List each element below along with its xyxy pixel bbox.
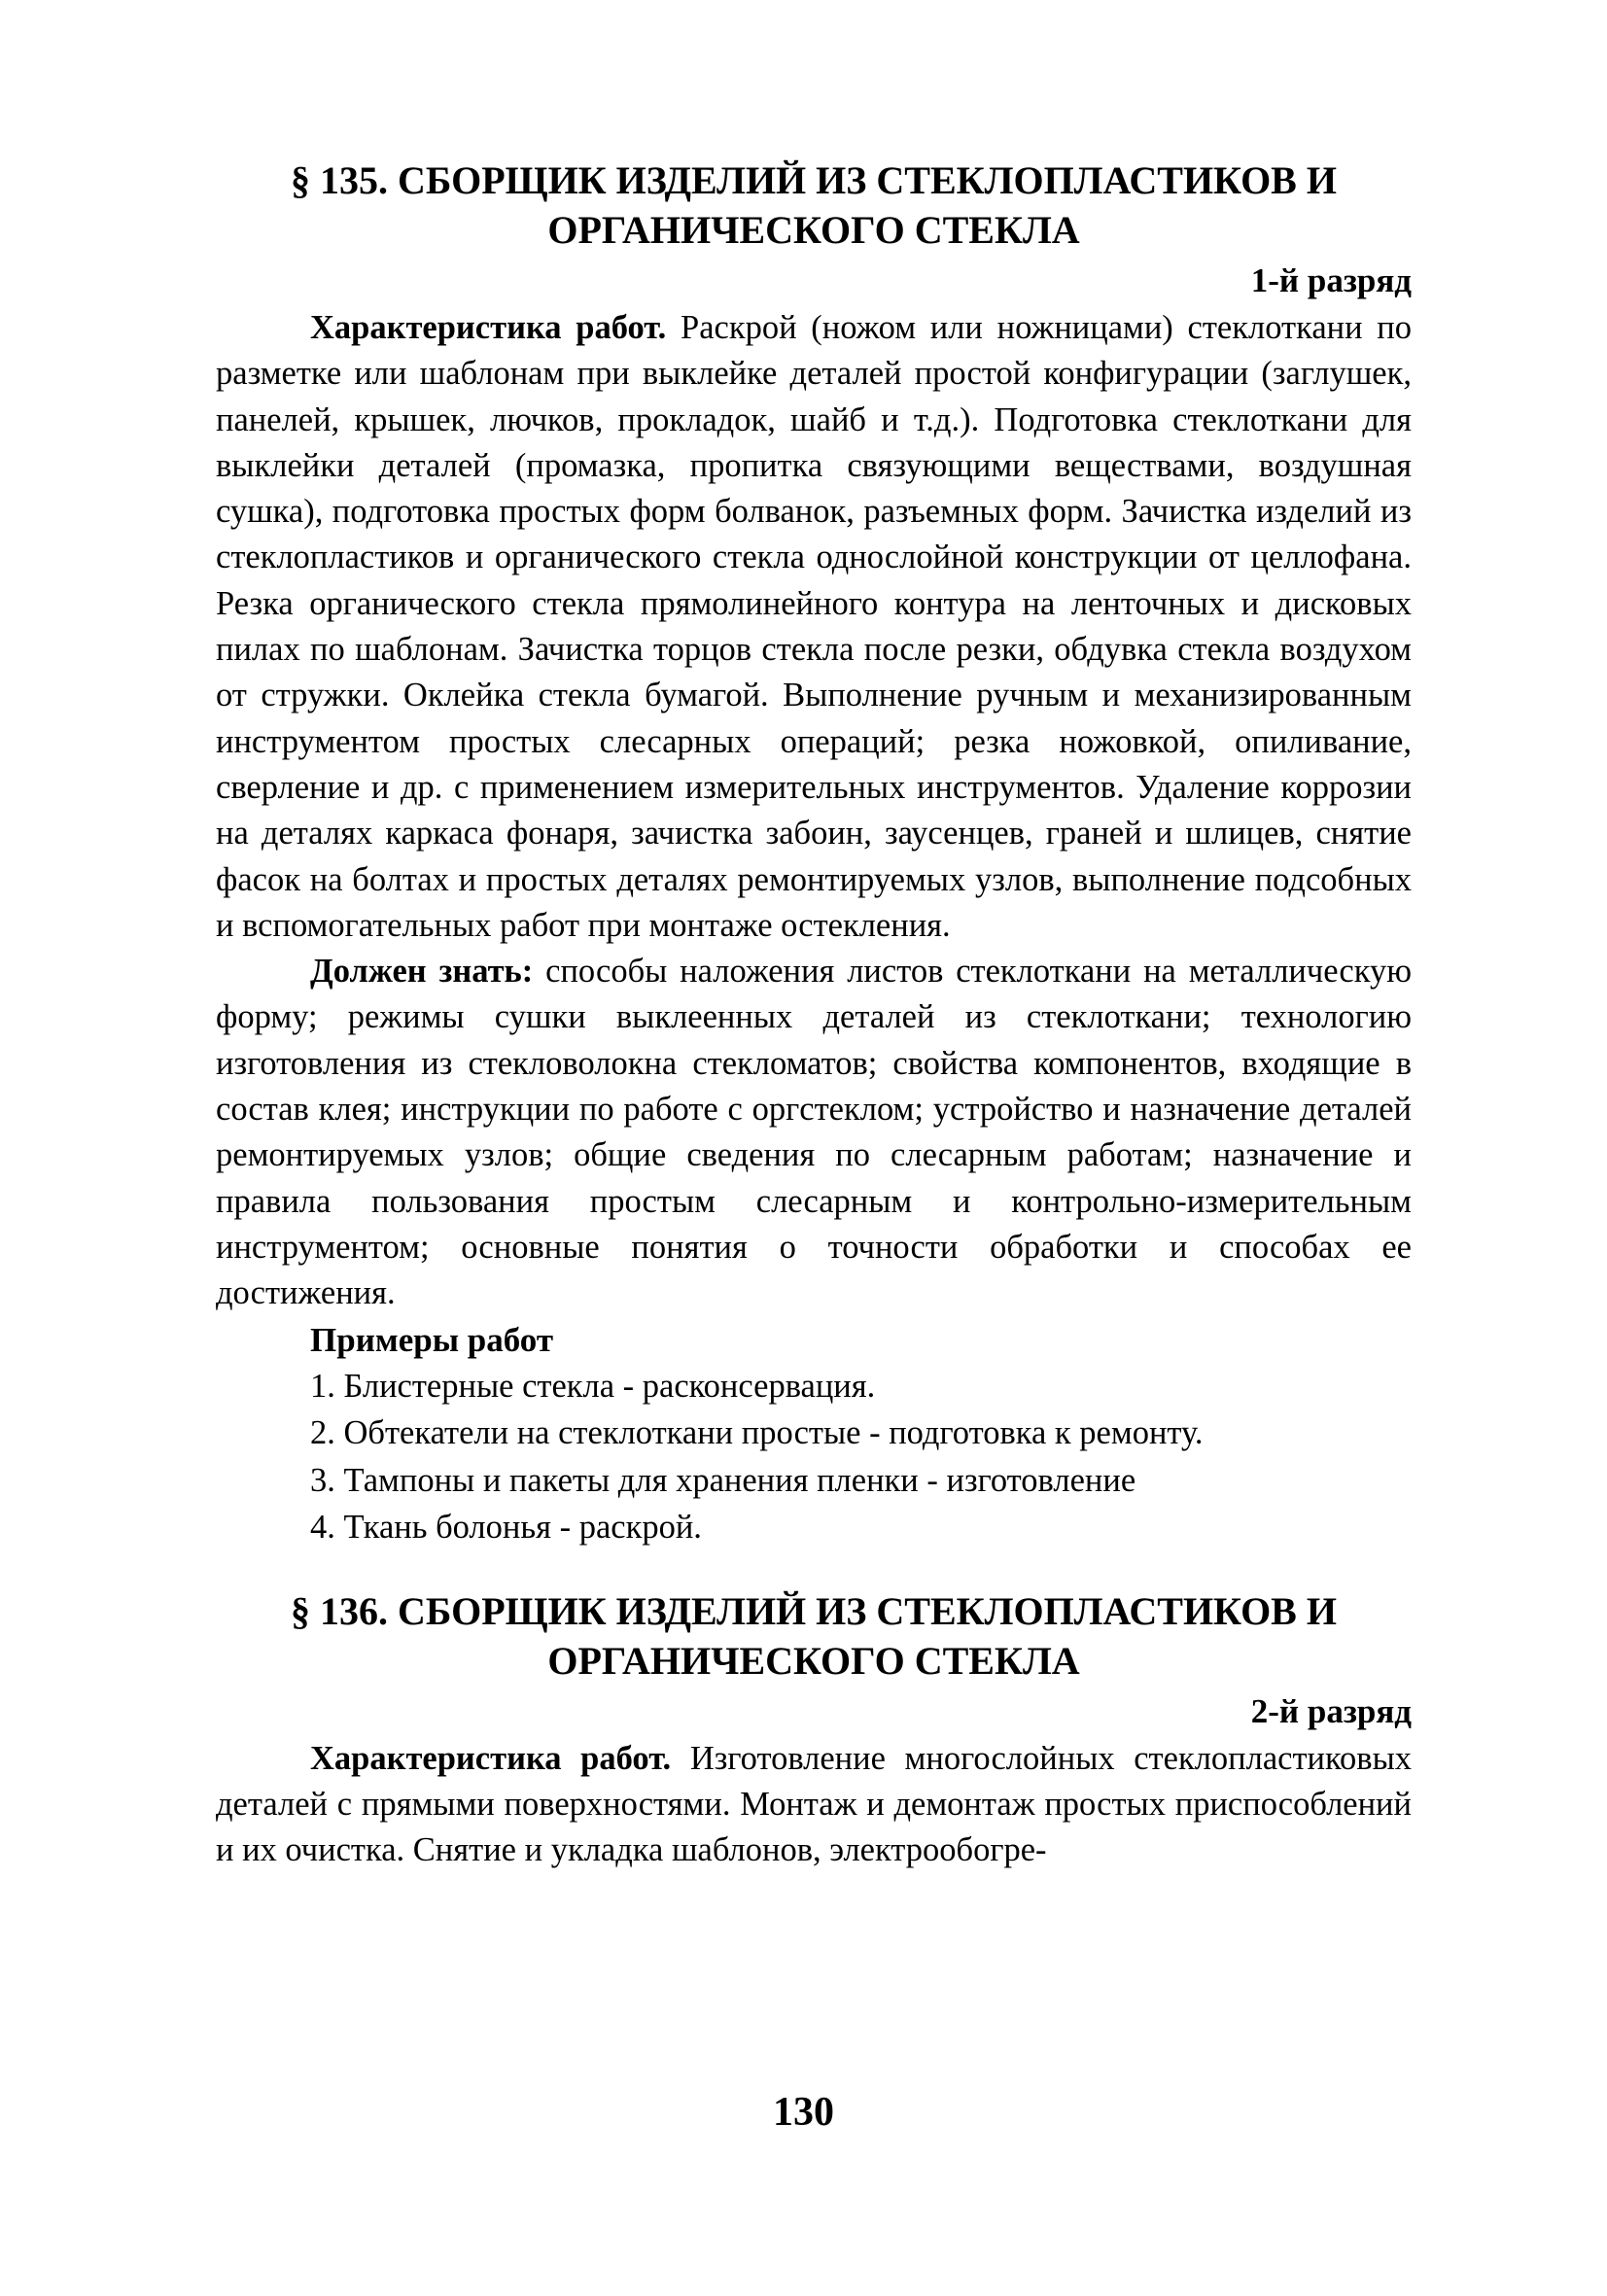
knowledge-paragraph [216, 949, 1412, 1316]
knowledge-label: Должен знать: [310, 953, 534, 991]
characteristics-text: Раскрой (ножом или ножницами) стеклоткани по разметке или шаблонам при выклейке деталей простой конфигурации (заглушек, панелей, крышек, лючков, прокладок, шайб и т.д.). Подготовка стеклоткани для выклейки деталей (промазка, пропитка связующими веществами, воздушная сушка), подготовка простых форм болванок, разъемных форм. Зачистка изделий из стеклопластиков и органического стекла однослойной конструкции от целлофана. Резка органического стекла прямолинейного контура на ленточных и дисковых пилах по шаблонам. Зачистка торцов стекла после резки, обдувка стекла воздухом от стружки. Оклейка стекла бумагой. Выполнение ручным и механизированным инструментом простых слесарных операций; резка ножовкой, опиливание, сверление и др. с применением измерительных инструментов. Удаление коррозии на деталях каркаса фонаря, зачистка забоин, заусенцев, граней и шлицев, снятие фасок на болтах и простых деталях ремонтируемых узлов, выполнение подсобных и вспомогательных работ при монтаже остекления. [216, 309, 1412, 944]
characteristics-paragraph [216, 1736, 1412, 1874]
grade-label: 1-й разряд [1250, 261, 1412, 299]
section-135 [216, 156, 1412, 1551]
grade-label: 2-й разряд [1250, 1691, 1412, 1730]
section-title-line1: § 135. СБОРЩИК ИЗДЕЛИЙ ИЗ СТЕКЛОПЛАСТИКОВ И [291, 158, 1337, 202]
knowledge-text: способы наложения листов стеклоткани на металлическую форму; режимы сушки выклеенных деталей из стеклоткани; технологию изготовления из стекловолокна стекломатов; свойства компонентов, входящие в состав клея; инструкции по работе с оргстеклом; устройство и назначение деталей ремонтируемых узлов; общие сведения по слесарным работам; назначение и правила пользования простым слесарным и контрольно-измерительным инструментом; основные понятия о точности обработки и способах ее достижения. [216, 953, 1413, 1312]
section-136 [216, 1586, 1412, 1874]
example-item: 4. Ткань болонья - раскрой. [310, 1509, 702, 1547]
document-page [216, 156, 1412, 1874]
characteristics-label: Характеристика работ. [310, 309, 667, 346]
characteristics-text: Изготовление многослойных стеклопластиковых деталей с прямыми поверхностями. Монтаж и демонтаж простых приспособлений и их очистка. Снятие и укладка шаблонов, электрообогре- [216, 1739, 1412, 1869]
page-number: 130 [773, 2090, 834, 2135]
characteristics-paragraph [216, 305, 1412, 949]
characteristics-label: Характеристика работ. [310, 1739, 672, 1777]
example-item: 2. Обтекатели на стеклоткани простые - подготовка к ремонту. [310, 1414, 1204, 1452]
examples-list [216, 1363, 1412, 1551]
section-title-line2: ОРГАНИЧЕСКОГО СТЕКЛА [547, 208, 1080, 252]
examples-title: Примеры работ [310, 1320, 554, 1359]
section-spacer [216, 1551, 1412, 1586]
example-item: 1. Блистерные стекла - расконсервация. [310, 1367, 876, 1405]
section-title-line2: ОРГАНИЧЕСКОГО СТЕКЛА [547, 1638, 1080, 1683]
example-item: 3. Тампоны и пакеты для хранения пленки - изготовление [310, 1461, 1136, 1499]
section-title-line1: § 136. СБОРЩИК ИЗДЕЛИЙ ИЗ СТЕКЛОПЛАСТИКОВ И [291, 1588, 1337, 1633]
